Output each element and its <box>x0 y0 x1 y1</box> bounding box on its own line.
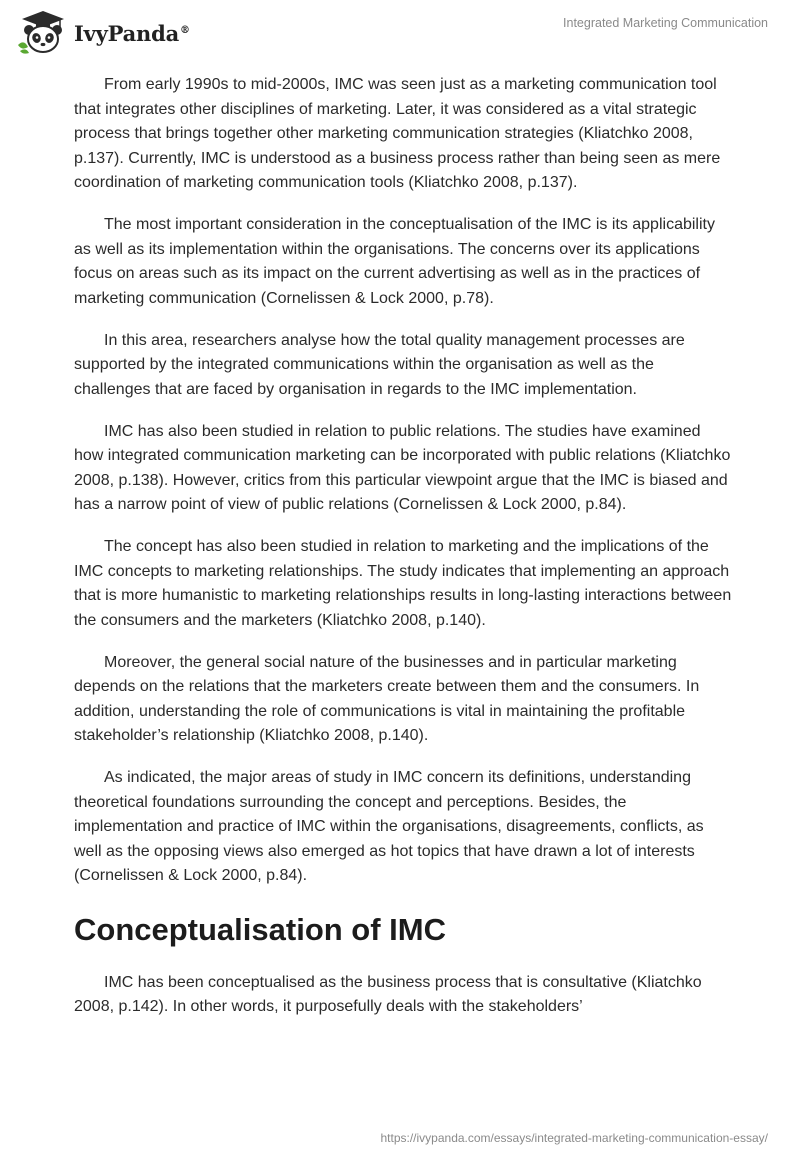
paragraph: IMC has been conceptualised as the business process that is consultative (Kliatchko 2008, p.142). In other words, it purposefully deals with the stakeholders’ <box>74 973 702 1015</box>
essay-content <box>74 73 734 1037</box>
source-url[interactable]: https://ivypanda.com/essays/integrated-marketing-communication-essay/ <box>380 1131 768 1145</box>
paragraph: Moreover, the general social nature of the businesses and in particular marketing depends on the relations that the marketers create between them and the consumers. In addition, understanding the role of communications is vital in maintaining the profitable stakeholder’s relationship (Kliatchko 2008, p.140). <box>74 653 700 744</box>
document-title: Integrated Marketing Communication <box>563 16 768 30</box>
paragraph: The most important consideration in the conceptualisation of the IMC is its applicability as well as its implementation within the organisations. The concerns over its applications focus on areas such as its impact on the current advertising as well as in the practices of marketing communication (Cornelissen & Lock 2000, p.78). <box>74 216 715 307</box>
paragraph: In this area, researchers analyse how the total quality management processes are supported by the integrated communications within the organisation as well as the challenges that are faced by organisation in regards to the IMC implementation. <box>74 331 685 398</box>
paragraph: The concept has also been studied in relation to marketing and the implications of the IMC concepts to marketing relationships. The study indicates that implementing an approach that is more humanistic to marketing relationships results in long-lasting interactions between the consumers and the marketers (Kliatchko 2008, p.140). <box>74 538 732 629</box>
panda-icon <box>14 9 72 55</box>
ivypanda-logo[interactable] <box>14 9 190 55</box>
paragraph: From early 1990s to mid-2000s, IMC was seen just as a marketing communication tool that integrates other disciplines of marketing. Later, it was considered as a vital strategic process that brings together other marketing communication strategies (Kliatchko 2008, p.137). Currently, IMC is understood as a business process rather than being seen as mere coordination of marketing communication tools (Kliatchko 2008, p.137). <box>74 76 721 191</box>
registered-mark: ® <box>180 24 190 36</box>
brand-name: IvyPanda® <box>74 20 190 46</box>
page-header <box>0 0 800 70</box>
section-heading: Conceptualisation of IMC <box>74 911 446 947</box>
paragraph: As indicated, the major areas of study in IMC concern its definitions, understanding theoretical foundations surrounding the concept and perceptions. Besides, the implementation and practice of IMC within the organisations, disagreements, conflicts, as well as the opposing views also emerged as hot topics that have drawn a lot of interests (Cornelissen & Lock 2000, p.84). <box>74 769 704 884</box>
paragraph: IMC has also been studied in relation to public relations. The studies have examined how integrated communication marketing can be incorporated with public relations (Kliatchko 2008, p.138). However, critics from this particular viewpoint argue that the IMC is biased and has a narrow point of view of public relations (Cornelissen & Lock 2000, p.84). <box>74 422 731 513</box>
